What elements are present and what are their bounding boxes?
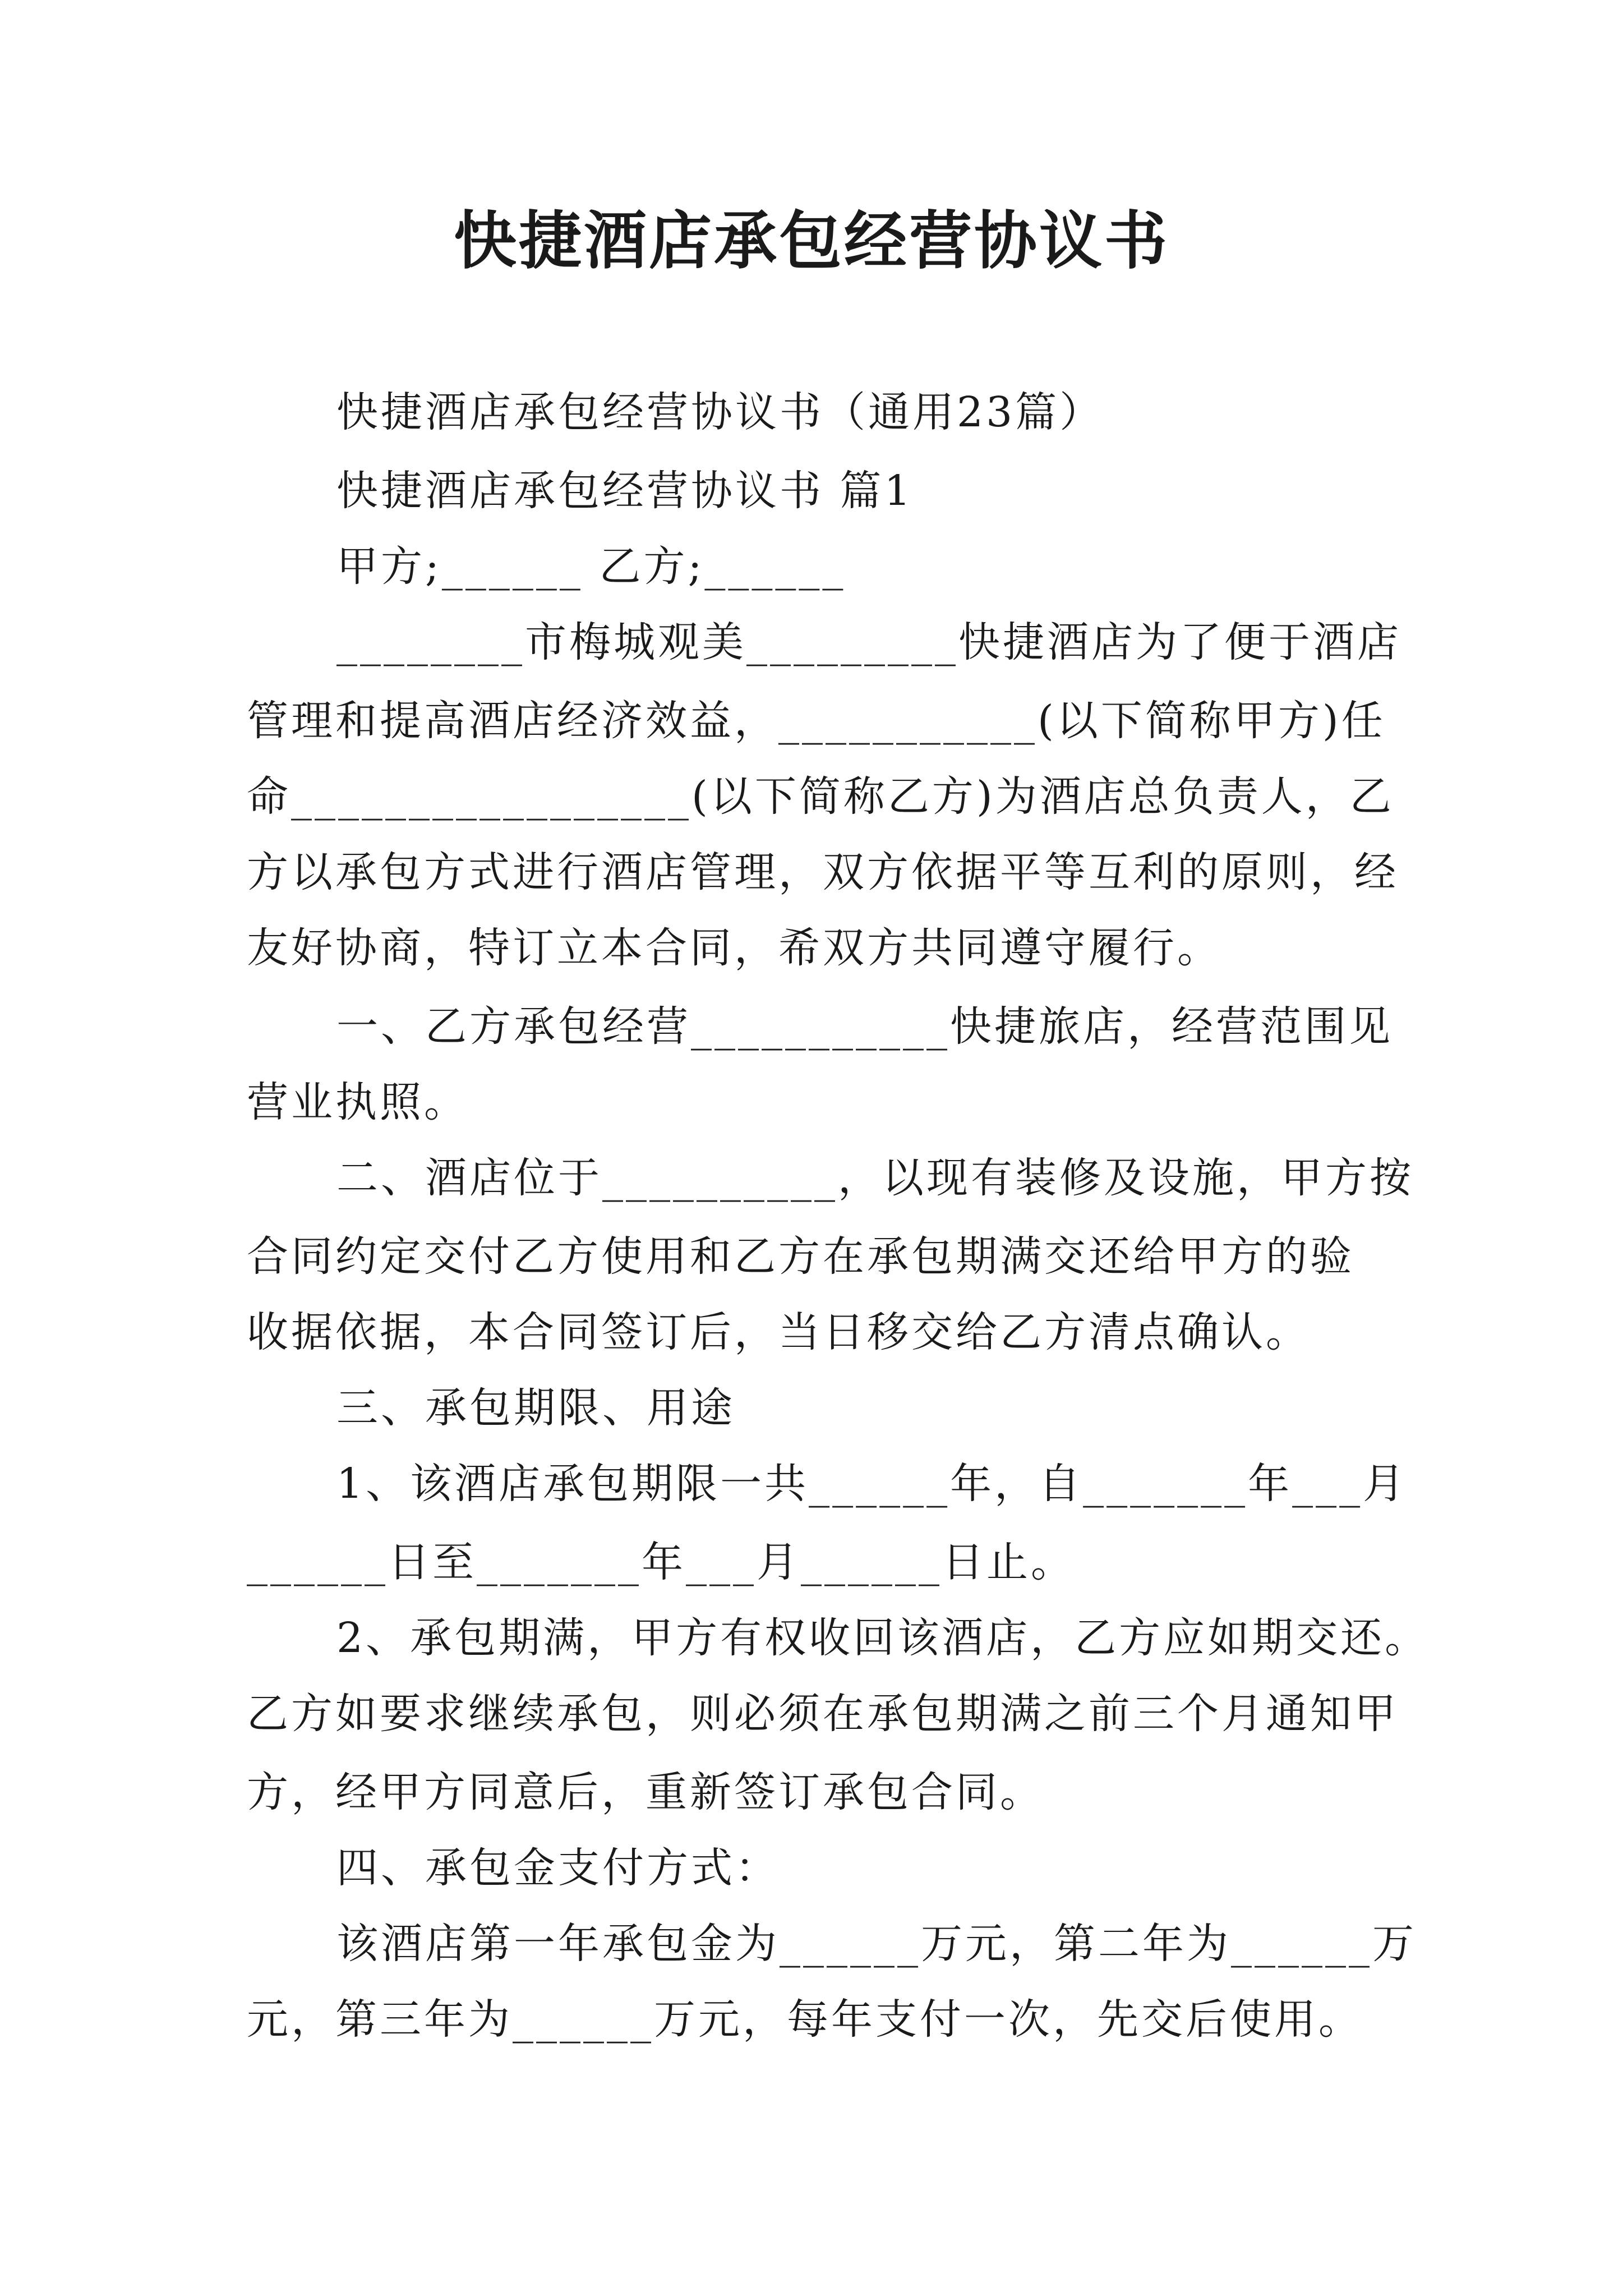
clause-line: 收据依据，本合同签订后，当日移交给乙方清点确认。 — [247, 1308, 1310, 1356]
clause-line: ______日至_______年___月______日止。 — [247, 1538, 1075, 1586]
clause-heading: 三、承包期限、用途 — [336, 1384, 735, 1432]
clause-line: 二、酒店位于__________，以现有装修及设施，甲方按 — [336, 1154, 1414, 1202]
paragraph-line: 命_________________(以下简称乙方)为酒店总负责人，乙 — [247, 772, 1394, 821]
clause-line: 一、乙方承包经营___________快捷旅店，经营范围见 — [336, 1002, 1393, 1051]
clause-heading: 四、承包金支付方式： — [336, 1844, 780, 1892]
clause-line: 乙方如要求继续承包，则必须在承包期满之前三个月通知甲 — [247, 1690, 1399, 1738]
paragraph-line: 管理和提高酒店经济效益，___________(以下简称甲方)任 — [247, 697, 1386, 745]
document-subtitle: 快捷酒店承包经营协议书（通用23篇） — [336, 388, 1104, 436]
paragraph-line: 友好协商，特订立本合同，希双方共同遵守履行。 — [247, 924, 1221, 972]
clause-line: 2、承包期满，甲方有权收回该酒店，乙方应如期交还。 — [336, 1614, 1430, 1662]
clause-line: 方，经甲方同意后，重新签订承包合同。 — [247, 1768, 1044, 1816]
clause-line: 合同约定交付乙方使用和乙方在承包期满交还给甲方的验 — [247, 1232, 1354, 1281]
paragraph-line: ________市梅城观美_________快捷酒店为了便于酒店 — [336, 618, 1401, 666]
clause-line: 元，第三年为______万元，每年支付一次，先交后使用。 — [247, 1995, 1363, 2044]
parties-line: 甲方;______ 乙方;______ — [336, 542, 846, 591]
clause-line: 该酒店第一年承包金为______万元，第二年为______万 — [336, 1920, 1417, 1968]
paragraph-line: 方以承包方式进行酒店管理，双方依据平等互利的原则，经 — [247, 848, 1399, 896]
section-heading: 快捷酒店承包经营协议书 篇1 — [336, 467, 914, 515]
clause-line: 营业执照。 — [247, 1078, 468, 1126]
document-title: 快捷酒店承包经营协议书 — [454, 204, 1169, 278]
clause-line: 1、该酒店承包期限一共______年，自_______年___月 — [336, 1460, 1408, 1508]
